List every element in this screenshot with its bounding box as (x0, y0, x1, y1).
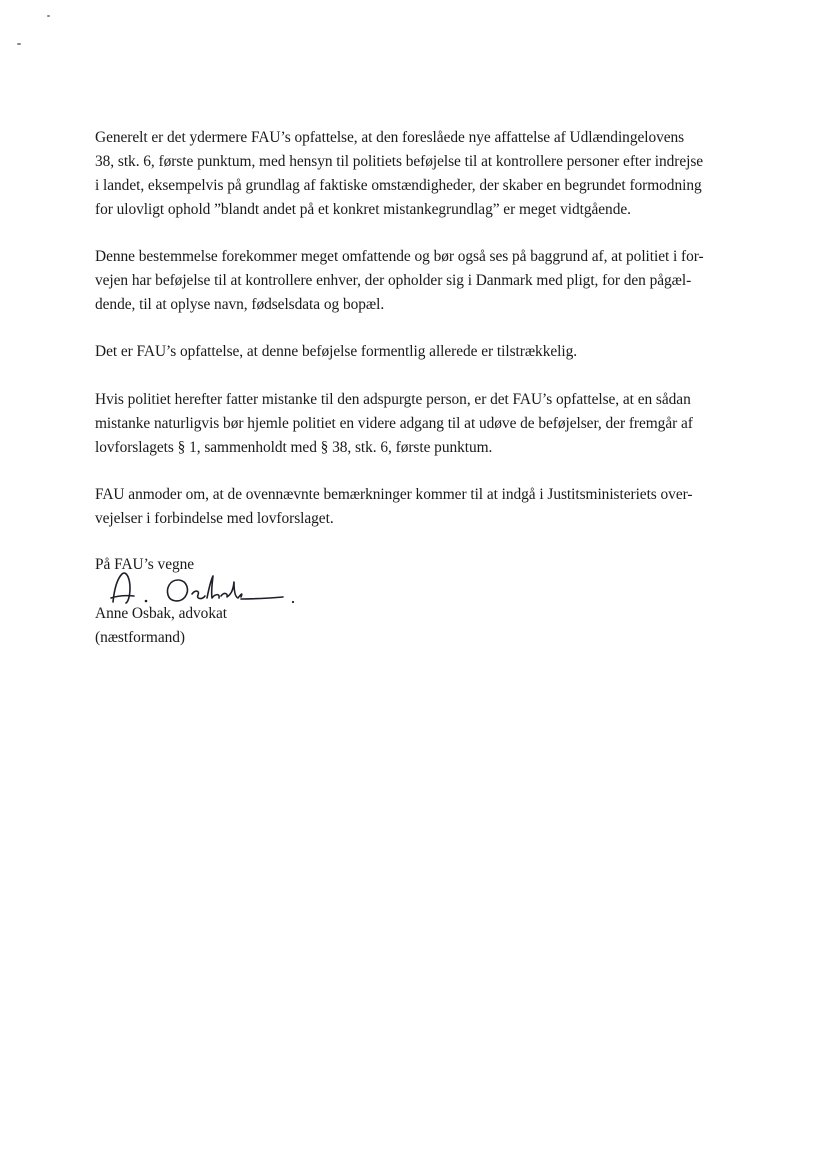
scan-speck (17, 43, 21, 45)
signer-role: (næstformand) (95, 629, 185, 646)
paragraph-4-line-2: mistanke naturligvis bør hjemle politiet en videre adgang til at udøve de beføjelser, der fremgår af (95, 415, 693, 432)
paragraph-5-line-1: FAU anmoder om, at de ovennævnte bemærkninger kommer til at indgå i Justitsministeriets over- (95, 486, 693, 503)
paragraph-2-line-3: dende, til at oplyse navn, fødselsdata og bopæl. (95, 296, 385, 313)
paragraph-2-line-2: vejen har beføjelse til at kontrollere enhver, der opholder sig i Danmark med pligt, for den pågæl- (95, 272, 692, 289)
paragraph-3-line-1: Det er FAU’s opfattelse, at denne beføjelse formentlig allerede er tilstrækkelig. (95, 343, 578, 360)
scan-speck (47, 15, 50, 17)
paragraph-2-line-1: Denne bestemmelse forekommer meget omfattende og bør også ses på baggrund af, at politiet i for- (95, 248, 704, 265)
paragraph-1-line-3: i landet, eksempelvis på grundlag af faktiske omstændigheder, der skaber en begrundet formodning (95, 177, 702, 194)
closing-on-behalf: På FAU’s vegne (95, 556, 195, 573)
paragraph-4-line-1: Hvis politiet herefter fatter mistanke til den adspurgte person, er det FAU’s opfattelse, at en sådan (95, 391, 691, 408)
signer-name: Anne Osbak, advokat (95, 605, 227, 622)
handwritten-signature (108, 568, 298, 608)
paragraph-5-line-2: vejelser i forbindelse med lovforslaget. (95, 510, 334, 527)
paragraph-1-line-4: for ulovligt ophold ”blandt andet på et konkret mistankegrundlag” er meget vidtgående. (95, 201, 631, 218)
paragraph-1-line-2: 38, stk. 6, første punktum, med hensyn til politiets beføjelse til at kontrollere personer efter indrejse (95, 153, 704, 170)
paragraph-1-line-1: Generelt er det ydermere FAU’s opfattelse, at den foreslåede nye affattelse af Udlændingelovens (95, 129, 685, 146)
paragraph-4-line-3: lovforslagets § 1, sammenholdt med § 38, stk. 6, første punktum. (95, 439, 493, 456)
